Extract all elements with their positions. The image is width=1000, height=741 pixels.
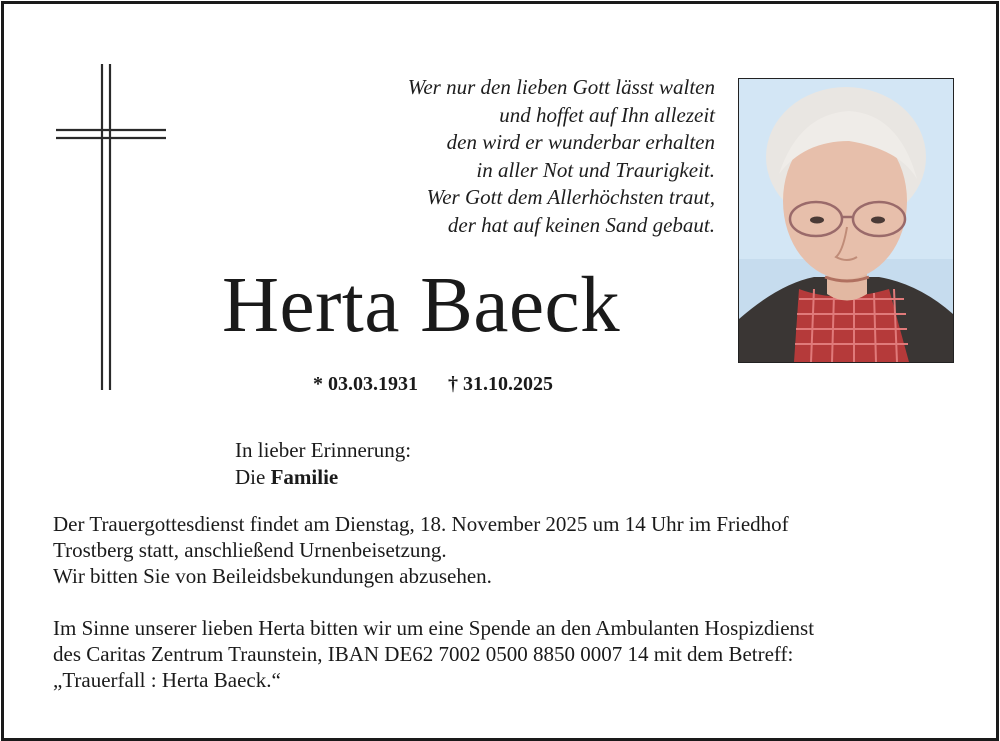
donation-line: des Caritas Zentrum Traunstein, IBAN DE62 7002 0500 8850 0007 14 mit dem Betreff: — [53, 642, 794, 666]
death-date: † 31.10.2025 — [448, 373, 553, 395]
verse-line: den wird er wunderbar erhalten — [446, 130, 715, 154]
family-line — [235, 464, 411, 491]
portrait-illustration — [739, 79, 953, 362]
service-line: Wir bitten Sie von Beileidsbekundungen abzusehen. — [53, 564, 492, 588]
memory-signature — [235, 437, 411, 491]
memory-line: In lieber Erinnerung: — [235, 438, 412, 462]
verse — [304, 74, 715, 239]
deceased-name: Herta Baeck — [222, 262, 621, 349]
cross-icon — [54, 64, 169, 390]
family-prefix: Die — [235, 465, 271, 489]
service-line: Trostberg statt, anschließend Urnenbeisetzung. — [53, 538, 447, 562]
family-name: Familie — [270, 465, 339, 489]
birth-date: * 03.03.1931 — [313, 373, 418, 395]
donation-line: Im Sinne unserer lieben Herta bitten wir um eine Spende an den Ambulanten Hospizdienst — [53, 616, 815, 640]
verse-line: in aller Not und Traurigkeit. — [476, 157, 715, 182]
service-notice — [53, 511, 789, 589]
obituary-card — [1, 1, 999, 741]
donation-notice — [53, 615, 814, 693]
service-line: Der Trauergottesdienst findet am Dienstag, 18. November 2025 um 14 Uhr im Friedhof — [53, 512, 789, 536]
donation-line: „Trauerfall : Herta Baeck.“ — [53, 668, 281, 692]
verse-line: der hat auf keinen Sand gebaut. — [447, 212, 715, 237]
portrait-photo — [738, 78, 954, 363]
verse-line: Wer Gott dem Allerhöchsten traut, — [426, 185, 715, 209]
verse-line: Wer nur den lieben Gott lässt walten — [407, 75, 715, 99]
verse-line: und hoffet auf Ihn allezeit — [499, 102, 715, 127]
life-dates — [313, 373, 553, 396]
